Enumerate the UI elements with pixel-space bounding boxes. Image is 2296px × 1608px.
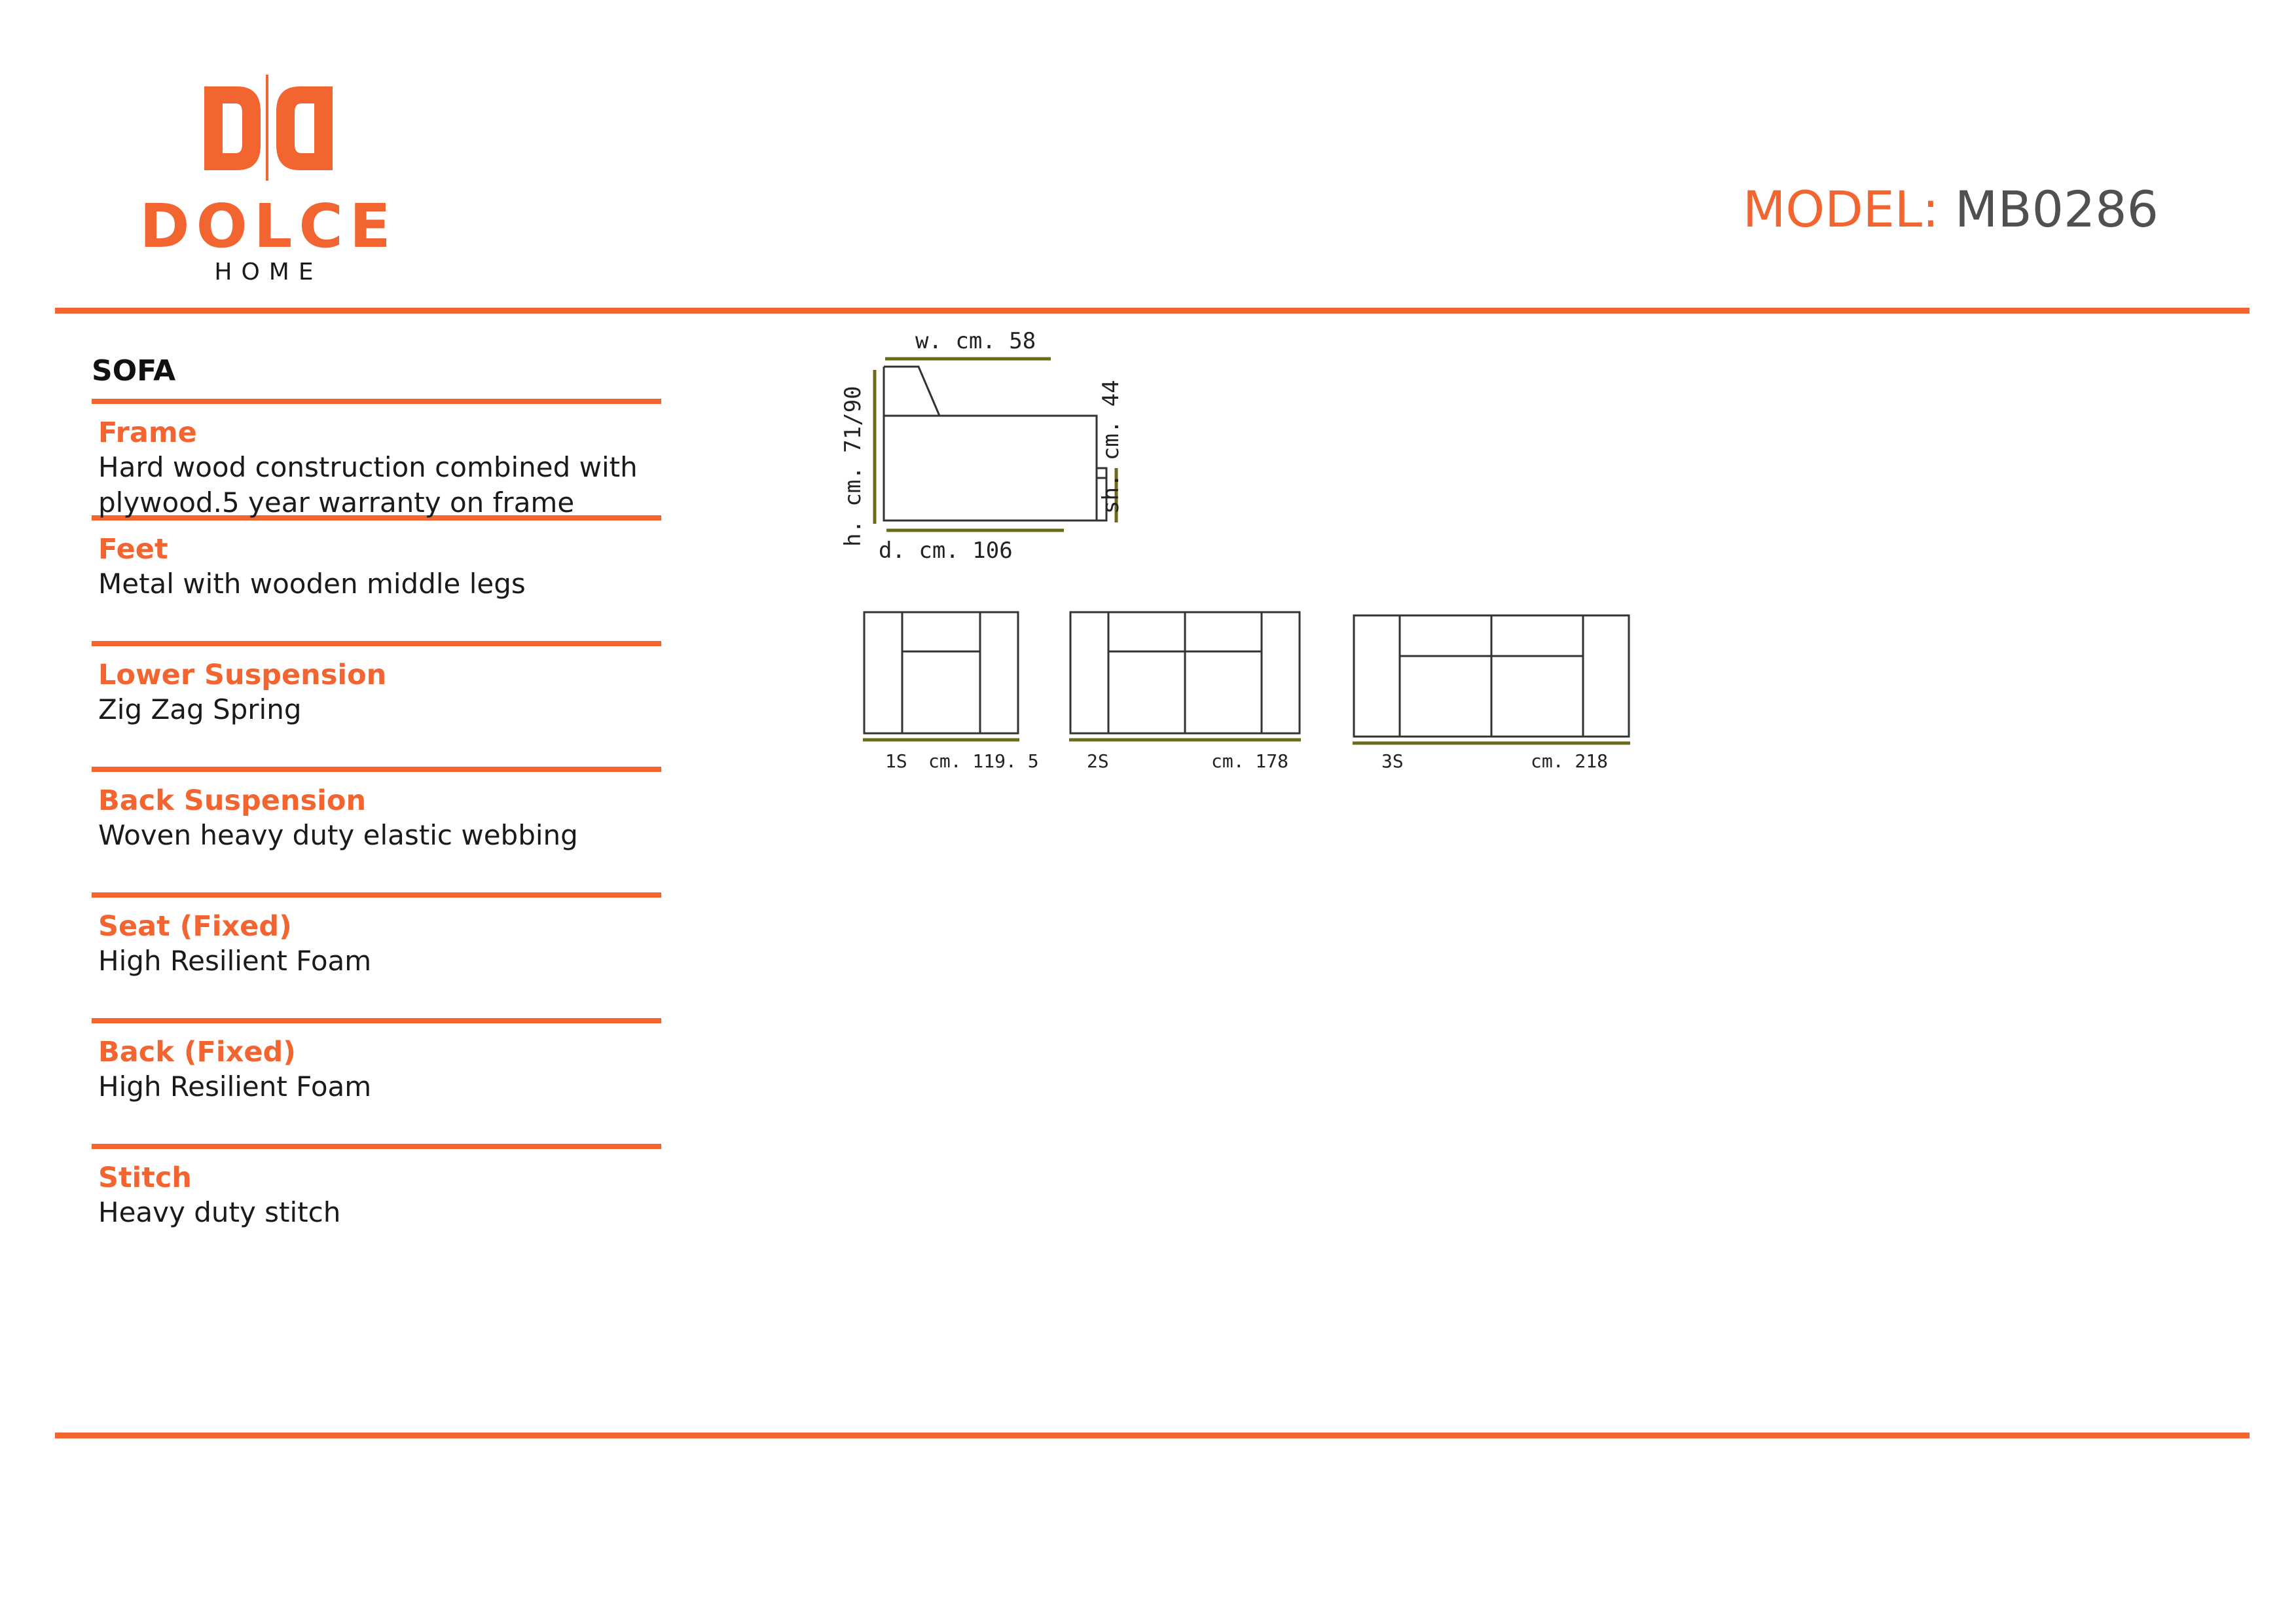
- depth-label: d. cm. 106: [879, 538, 1013, 564]
- spec-stitch: [92, 1149, 661, 1266]
- spec-seat: [92, 898, 661, 1023]
- spec-frame: [92, 404, 661, 521]
- sofa-dimension-diagram: [831, 314, 1656, 786]
- top-view-1s: [864, 612, 1018, 733]
- spec-title: Seat (Fixed): [98, 910, 292, 943]
- spec-text: Zig Zag Spring: [98, 693, 302, 725]
- variant-code-1s: 1S: [885, 750, 907, 772]
- variant-size-2s: cm. 178: [1211, 750, 1289, 772]
- spec-back-suspension: [92, 772, 661, 898]
- spec-back: [92, 1023, 661, 1149]
- spec-text: High Resilient Foam: [98, 945, 372, 977]
- spec-text: High Resilient Foam: [98, 1070, 372, 1103]
- brand-logo: [137, 72, 399, 295]
- spec-text: Woven heavy duty elastic webbing: [98, 819, 578, 851]
- spec-text: Heavy duty stitch: [98, 1196, 341, 1228]
- spec-title: Feet: [98, 533, 168, 566]
- seat-height-label: sh. cm. 44: [1098, 380, 1124, 514]
- spec-text: Metal with wooden middle legs: [98, 568, 526, 600]
- header-divider: [55, 308, 2250, 314]
- dd-logo-icon: [203, 72, 334, 183]
- variant-size-3s: cm. 218: [1531, 750, 1609, 772]
- spec-heading: SOFA: [92, 357, 661, 404]
- variant-size-1s: cm. 119. 5: [928, 750, 1039, 772]
- height-label: h. cm. 71/90: [840, 386, 866, 547]
- variant-code-2s: 2S: [1087, 750, 1109, 772]
- spec-title: Lower Suspension: [98, 659, 387, 691]
- model-label: MODEL:: [1742, 180, 1939, 238]
- brand-name: DOLCE: [139, 191, 397, 261]
- model-title: [1742, 180, 2159, 238]
- spec-title: Stitch: [98, 1161, 192, 1194]
- spec-text: Hard wood construction combined with plywood.5 year warranty on frame: [98, 451, 638, 519]
- brand-subtitle: HOME: [214, 259, 323, 285]
- top-view-2s: [1070, 612, 1300, 733]
- footer-divider: [55, 1433, 2250, 1438]
- spec-title: Frame: [98, 416, 197, 449]
- top-view-3s: [1354, 615, 1629, 737]
- spec-title: Back (Fixed): [98, 1036, 296, 1069]
- side-view-dimension-lines: [875, 359, 1116, 530]
- spec-title: Back Suspension: [98, 784, 367, 817]
- width-label: w. cm. 58: [915, 328, 1036, 354]
- spec-list: [92, 354, 661, 1266]
- variant-code-3s: 3S: [1381, 750, 1404, 772]
- spec-feet: [92, 521, 661, 646]
- side-view: [884, 367, 1106, 521]
- spec-lower-suspension: [92, 646, 661, 772]
- model-number: MB0286: [1954, 180, 2159, 238]
